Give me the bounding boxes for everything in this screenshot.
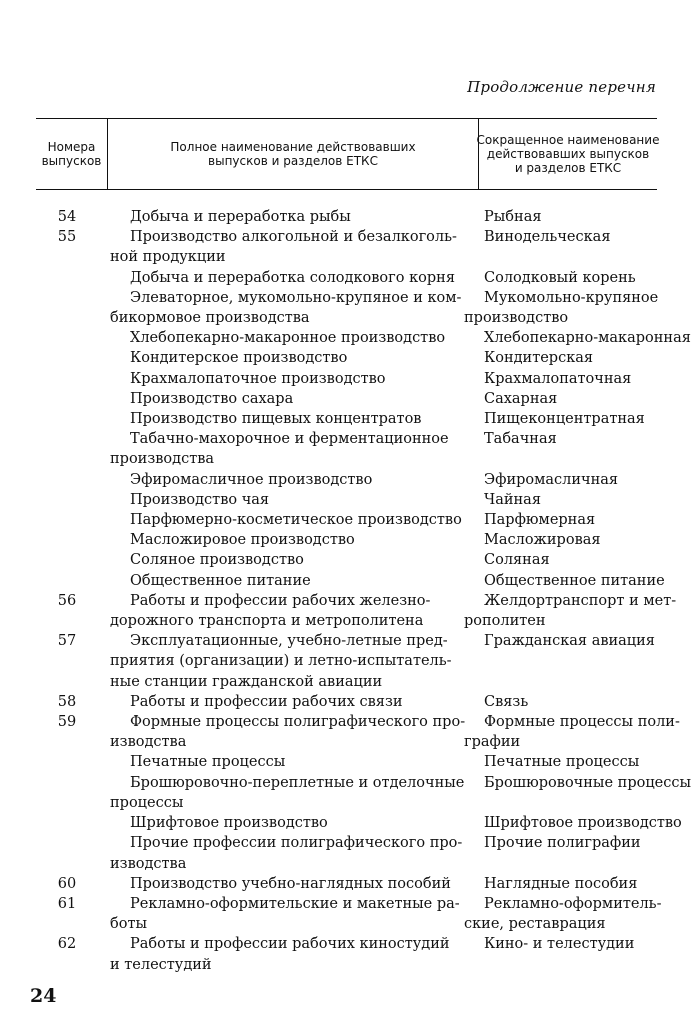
full-name-cell [110, 934, 470, 974]
full-name-cell [110, 773, 470, 813]
full-name-cell [110, 348, 470, 368]
short-name-line: Желдортранспорт и мет- [484, 592, 677, 609]
header-line: и разделов ЕТКС [514, 161, 622, 175]
full-name-line: Производство учебно-наглядных пособий [130, 875, 451, 892]
header-short-name [476, 119, 660, 189]
full-name-cell [110, 530, 470, 550]
short-name-line: Печатные процессы [484, 754, 640, 771]
table-row [36, 288, 657, 328]
full-name-line: Брошюровочно-переплетные и отделочные [130, 774, 465, 791]
table-row [36, 692, 657, 712]
full-name-line: Добыча и переработка солодкового корня [130, 269, 455, 286]
full-name-cell [110, 470, 470, 490]
header-issue-numbers [36, 119, 107, 189]
short-name-line: Солодковый корень [484, 269, 636, 286]
short-name-line: Рыбная [484, 209, 542, 225]
table-row [36, 631, 657, 692]
full-name-line: Прочие профессии полиграфического про- [130, 835, 463, 852]
full-name-line: Рекламно-оформительские и макетные ра- [130, 895, 460, 912]
short-name-line: Общественное питание [484, 572, 665, 589]
full-name-line: процессы [110, 794, 184, 811]
header-line: Номера [47, 140, 96, 154]
short-name-line: рополитен [464, 613, 546, 630]
short-name-cell [464, 348, 657, 368]
short-name-line: производство [464, 310, 569, 327]
full-name-line: Производство пищевых концентратов [130, 411, 422, 428]
full-name-cell [110, 712, 470, 752]
short-name-cell [464, 207, 657, 227]
full-name-cell [110, 571, 470, 591]
full-name-cell [110, 550, 470, 570]
short-name-cell [464, 409, 657, 429]
short-name-cell [464, 813, 682, 833]
full-name-line: Табачно-махорочное и ферментационное [130, 431, 449, 448]
table-row [36, 369, 657, 389]
issue-number: 62 [57, 936, 77, 953]
header-full-name [107, 119, 478, 189]
short-name-cell [464, 389, 657, 409]
short-name-line: Формные процессы поли- [484, 714, 680, 731]
short-name-line: Шрифтовое производство [484, 815, 682, 832]
short-name-cell [464, 752, 657, 772]
full-name-line: ные станции гражданской авиации [110, 673, 383, 690]
full-name-line: Производство алкогольной и безалкоголь- [130, 229, 457, 246]
full-name-line: бикормовое производства [110, 310, 310, 327]
full-name-cell [110, 207, 470, 227]
table-row [36, 773, 692, 813]
short-name-cell [464, 773, 692, 793]
short-name-line: Гражданская авиация [484, 633, 655, 650]
short-name-line: Связь [484, 693, 529, 710]
short-name-line: Эфиромасличная [484, 471, 619, 488]
full-name-cell [110, 429, 470, 469]
short-name-cell [464, 227, 657, 247]
full-name-line: Хлебопекарно-макаронное производство [130, 330, 446, 347]
short-name-line: Табачная [484, 431, 557, 448]
full-name-line: Работы и профессии рабочих железно- [130, 592, 431, 609]
full-name-line: Соляное производство [130, 552, 304, 569]
full-name-line: Крахмалопаточное производство [130, 370, 386, 387]
short-name-cell [464, 510, 657, 530]
table-row [36, 490, 657, 510]
full-name-cell [110, 328, 470, 348]
short-name-line: Чайная [484, 491, 541, 508]
short-name-line: Наглядные пособия [484, 875, 638, 892]
short-name-cell [464, 369, 657, 389]
issue-number: 58 [57, 693, 77, 710]
full-name-line: Производство чая [130, 491, 270, 508]
full-name-cell [110, 591, 470, 631]
full-name-cell [110, 389, 470, 409]
full-name-cell [110, 227, 470, 267]
full-name-cell [110, 490, 470, 510]
short-name-line: Винодельческая [484, 229, 611, 246]
short-name-line: Мукомольно-крупяное [484, 289, 659, 306]
short-name-cell [464, 571, 665, 591]
short-name-cell [464, 268, 657, 288]
issue-number: 60 [57, 875, 77, 892]
short-name-line: Хлебопекарно-макаронная [484, 330, 691, 347]
page-number: 24 [30, 985, 57, 1007]
full-name-line: Парфюмерно-косметическое производство [130, 512, 462, 529]
table-row [36, 389, 657, 409]
table-row [36, 571, 665, 591]
short-name-cell [464, 328, 691, 348]
table-row [36, 510, 657, 530]
short-name-cell [464, 490, 657, 510]
table-header [36, 118, 660, 190]
header-line: Полное наименование действовавших [170, 140, 416, 154]
full-name-cell [110, 409, 470, 429]
short-name-line: графии [464, 734, 521, 751]
header-line: Сокращенное наименование [476, 133, 660, 147]
full-name-line: дорожного транспорта и метрополитена [110, 613, 424, 630]
full-name-cell [110, 288, 470, 328]
short-name-cell [464, 712, 680, 752]
full-name-line: Кондитерское производство [130, 350, 348, 367]
short-name-line: Кино- и телестудии [484, 936, 635, 953]
short-name-line: Соляная [484, 552, 550, 569]
table-row [36, 429, 657, 469]
short-name-cell [464, 894, 662, 934]
short-name-line: Пищеконцентратная [484, 411, 645, 428]
table-row [36, 813, 682, 833]
short-name-line: Сахарная [484, 390, 558, 407]
short-name-line: Парфюмерная [484, 512, 596, 529]
table-row [36, 934, 657, 974]
full-name-cell [110, 813, 470, 833]
short-name-cell [464, 288, 657, 328]
full-name-line: боты [110, 916, 148, 933]
full-name-cell [110, 874, 470, 894]
full-name-line: Эксплуатационные, учебно-летные пред- [130, 633, 448, 650]
table-row [36, 591, 677, 631]
issue-number: 54 [57, 209, 77, 225]
full-name-line: изводства [110, 734, 187, 751]
issue-number: 59 [57, 714, 77, 731]
table-row [36, 874, 657, 894]
short-name-cell [464, 874, 657, 894]
continuation-heading: Продолжение перечня [467, 78, 656, 96]
full-name-line: Элеваторное, мукомольно-крупяное и ком- [130, 289, 462, 306]
short-name-cell [464, 591, 677, 631]
table-row [36, 409, 657, 429]
issue-number: 56 [57, 592, 77, 609]
full-name-line: Добыча и переработка рыбы [130, 209, 351, 225]
full-name-line: ной продукции [110, 249, 226, 266]
full-name-line: Общественное питание [130, 572, 311, 589]
table-row [36, 530, 657, 550]
issue-number: 55 [57, 229, 77, 246]
short-name-cell [464, 833, 657, 853]
full-name-line: Работы и профессии рабочих киностудий [130, 936, 450, 953]
full-name-cell [110, 369, 470, 389]
short-name-cell [464, 429, 657, 449]
short-name-line: ские, реставрация [464, 916, 606, 933]
table-row [36, 550, 657, 570]
issue-number: 57 [57, 633, 77, 650]
short-name-cell [464, 631, 657, 651]
full-name-line: Производство сахара [130, 390, 294, 407]
full-name-cell [110, 510, 470, 530]
full-name-cell [110, 631, 470, 692]
table-row [36, 833, 657, 873]
header-line: действовавших выпусков [486, 147, 650, 161]
full-name-line: Эфиромасличное производство [130, 471, 373, 488]
short-name-line: Крахмалопаточная [484, 370, 632, 387]
full-name-line: Формные процессы полиграфического про- [130, 714, 466, 731]
table-row [36, 207, 657, 227]
short-name-cell [464, 692, 657, 712]
full-name-line: Шрифтовое производство [130, 815, 328, 832]
table-row [36, 227, 657, 267]
short-name-line: Прочие полиграфии [484, 835, 641, 852]
table-row [36, 328, 691, 348]
table-row [36, 752, 657, 772]
full-name-line: и телестудий [110, 956, 212, 973]
table-row [36, 268, 657, 288]
header-line: выпусков и разделов ЕТКС [208, 154, 378, 168]
full-name-line: Печатные процессы [130, 754, 286, 771]
full-name-cell [110, 692, 470, 712]
table-row [36, 894, 662, 934]
full-name-line: изводства [110, 855, 187, 872]
table-row [36, 348, 657, 368]
full-name-line: производства [110, 451, 215, 468]
full-name-cell [110, 894, 470, 934]
short-name-cell [464, 934, 657, 954]
full-name-cell [110, 752, 470, 772]
table-body [36, 207, 692, 975]
table-row [36, 470, 657, 490]
full-name-line: Масложировое производство [130, 532, 355, 549]
short-name-cell [464, 530, 657, 550]
short-name-line: Масложировая [484, 532, 601, 549]
full-name-line: Работы и профессии рабочих связи [130, 693, 403, 710]
short-name-line: Рекламно-оформитель- [484, 895, 662, 912]
short-name-cell [464, 470, 657, 490]
header-line: выпусков [41, 154, 102, 168]
short-name-line: Брошюровочные процессы [484, 774, 692, 791]
short-name-cell [464, 550, 657, 570]
full-name-cell [110, 268, 470, 288]
short-name-line: Кондитерская [484, 350, 594, 367]
table-row [36, 712, 680, 752]
full-name-line: приятия (организации) и летно-испытатель- [110, 653, 452, 670]
full-name-cell [110, 833, 470, 873]
issue-number: 61 [57, 895, 77, 912]
